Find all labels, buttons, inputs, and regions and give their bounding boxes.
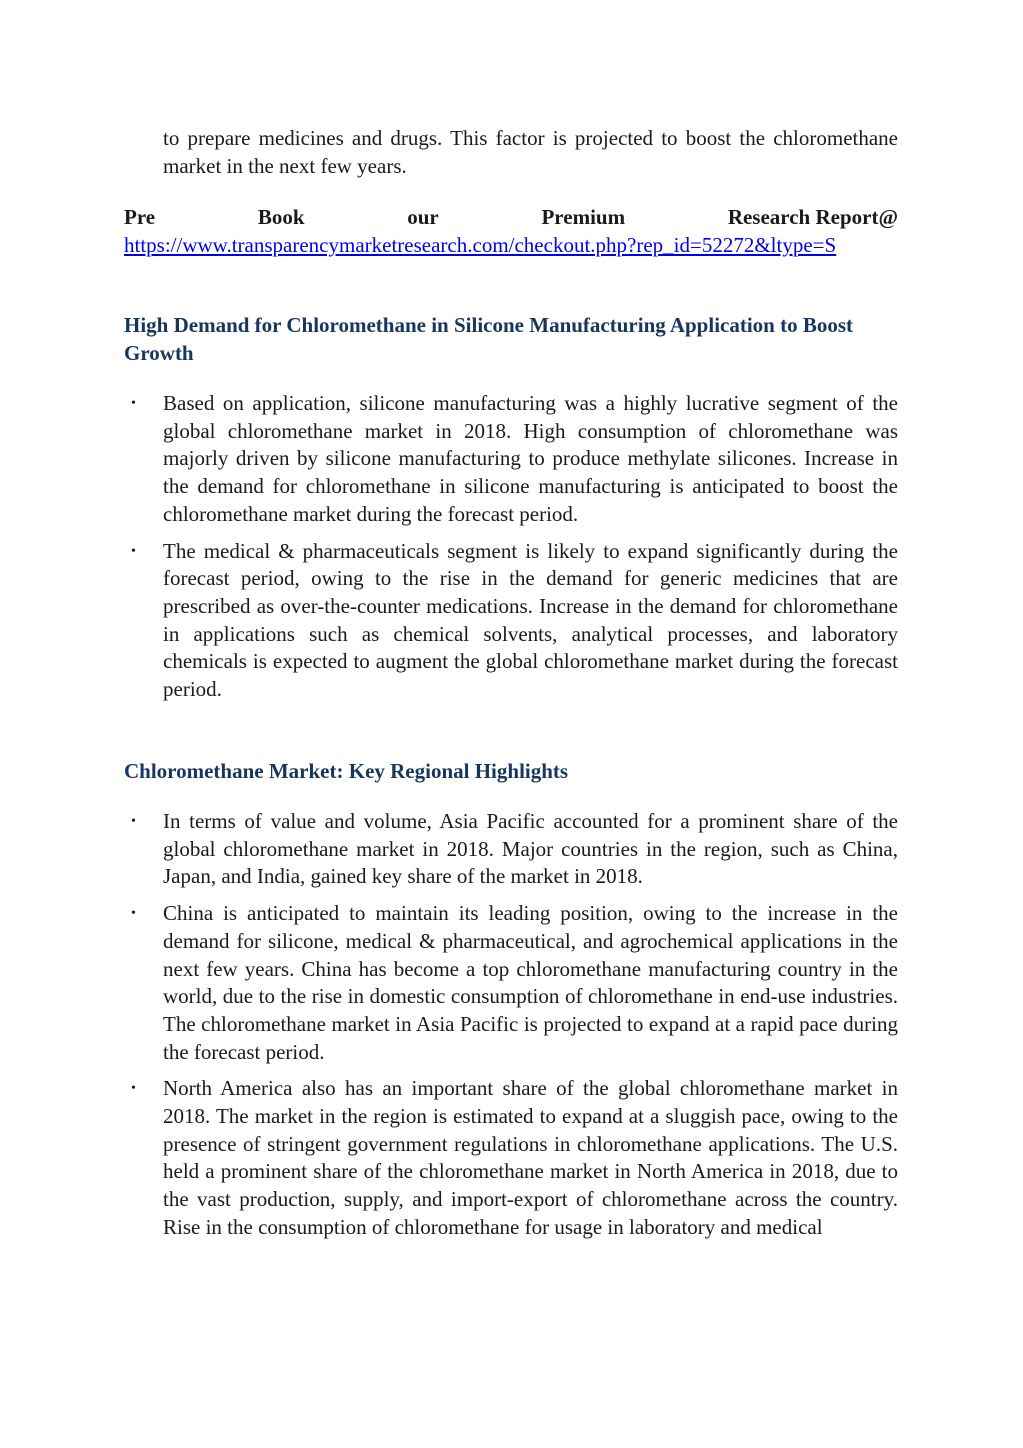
prebook-word-research-report: Research Report@ [727,205,898,229]
list-item [124,390,898,529]
list-item-text: In terms of value and volume, Asia Pacific accounted for a prominent share of the global chloromethane market in 2018. Major countries in the region, such as China, Japan, and India, gained key share of the market in 2018. [163,809,898,889]
list-item [124,808,898,891]
list-item-text: North America also has an important share of the global chloromethane market in 2018. The market in the region is estimated to expand at a sluggish pace, owing to the presence of stringent government regulations in chloromethane applications. The U.S. held a prominent share of the chloromethane market in North America in 2018, due to the vast production, supply, and import-export of chloromethane across the country. Rise in the consumption of chloromethane for usage in laboratory and medical [163,1076,898,1239]
bullet-dot: • [131,906,136,922]
list-item-text: Based on application, silicone manufacturing was a highly lucrative segment of the global chloromethane market in 2018. High consumption of chloromethane was majorly driven by silicone manufacturing to produce methylate silicones. Increase in the demand for chloromethane in silicone manufacturing is anticipated to boost the chloromethane market during the forecast period. [163,391,898,526]
prebook-word-book: Book [257,205,305,229]
list-item-text: The medical & pharmaceuticals segment is likely to expand significantly during the forecast period, owing to the rise in the demand for generic medicines that are prescribed as over-the-counter medications. Increase in the demand for chloromethane in applications such as chemical solvents, analytical processes, and laboratory chemicals is expected to augment the global chloromethane market during the forecast period. [163,538,898,702]
bullet-list-silicone-demand [124,390,898,713]
checkout-link[interactable]: https://www.transparencymarketresearch.com/checkout.php?rep_id=52272&ltype=S [124,233,837,257]
bullet-dot: • [131,543,136,559]
list-item [124,900,898,1066]
bullet-list-regional-highlights [124,808,898,1251]
section-heading-regional-highlights: Chloromethane Market: Key Regional Highlights [124,759,569,783]
continuation-paragraph: to prepare medicines and drugs. This factor is projected to boost the chloromethane market in the next few years. [163,126,898,178]
list-item-text: China is anticipated to maintain its leading position, owing to the increase in the demand for silicone, medical & pharmaceutical, and agrochemical applications in the next few years. China has become a top chloromethane manufacturing country in the world, due to the rise in domestic consumption of chloromethane in end-use industries. The chloromethane market in Asia Pacific is projected to expand at a rapid pace during the forecast period. [163,901,898,1064]
prebook-label [124,203,898,231]
prebook-word-pre: Pre [124,205,156,229]
list-item [124,1075,898,1241]
prebook-word-our: our [407,205,439,229]
bullet-dot: • [131,814,136,829]
prebook-word-premium: Premium [541,205,626,229]
bullet-dot: • [131,396,136,411]
bullet-dot: • [131,1081,136,1097]
prebook-block [124,203,898,259]
list-item [124,538,898,704]
section-heading-silicone-demand: High Demand for Chloromethane in Silicone Manufacturing Application to Boost Growth [124,313,854,365]
